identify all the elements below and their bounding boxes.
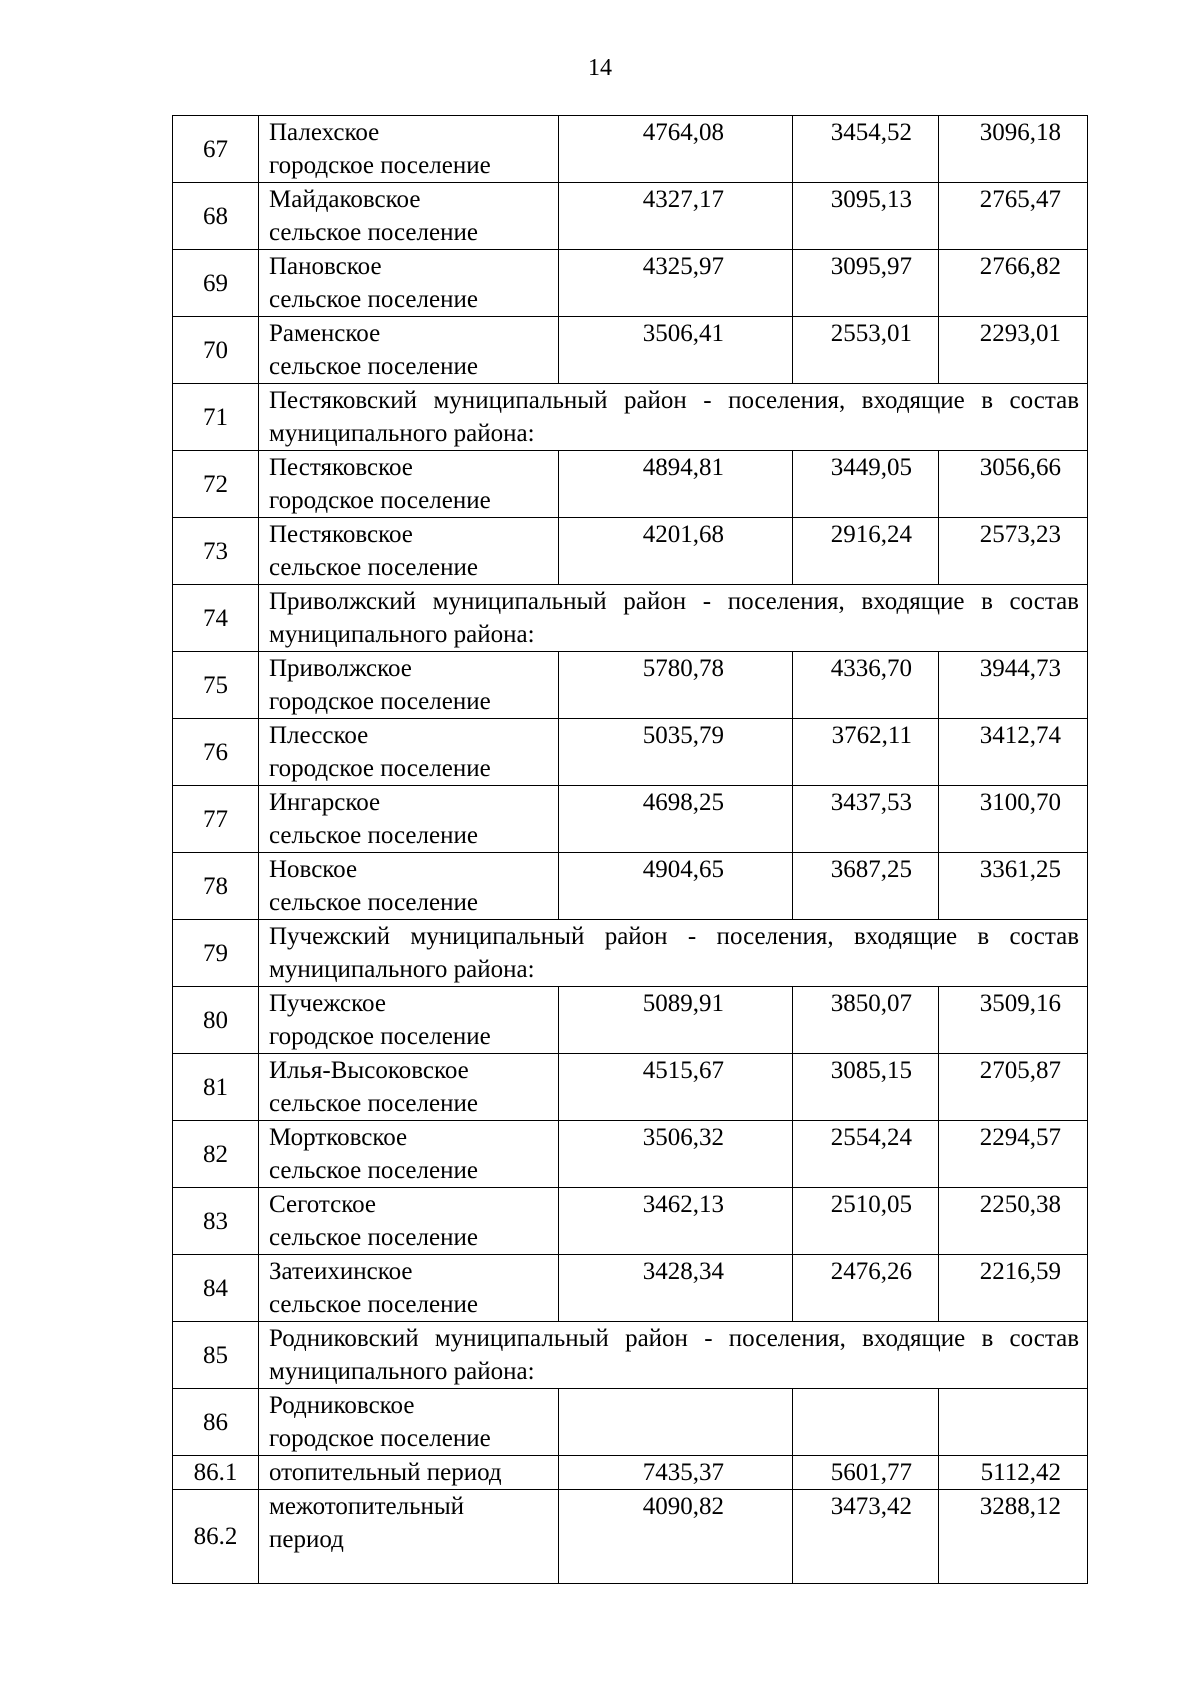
settlement-name	[259, 1054, 559, 1121]
value-col-2: 3095,13	[793, 183, 939, 250]
settlement-name-line1: Палехское	[269, 119, 380, 146]
settlement-name	[259, 317, 559, 384]
value-col-2: 2510,05	[793, 1188, 939, 1255]
settlement-name-line2: сельское поселение	[269, 1291, 478, 1318]
tariff-table	[172, 115, 1088, 1584]
row-number: 73	[173, 518, 259, 585]
value-col-2: 3762,11	[793, 719, 939, 786]
value-col-3: 2216,59	[939, 1255, 1088, 1322]
row-number: 77	[173, 786, 259, 853]
value-col-3: 2765,47	[939, 183, 1088, 250]
settlement-name	[259, 652, 559, 719]
settlement-name-line1: Пестяковское	[269, 521, 413, 548]
settlement-name	[259, 1389, 559, 1456]
value-col-3: 3361,25	[939, 853, 1088, 920]
value-col-3: 2294,57	[939, 1121, 1088, 1188]
value-col-1: 3428,34	[559, 1255, 793, 1322]
value-col-3: 5112,42	[939, 1456, 1088, 1490]
settlement-name-line1: Пучежское	[269, 990, 386, 1017]
settlement-name-line1: Ингарское	[269, 789, 381, 816]
row-number: 67	[173, 116, 259, 183]
district-heading: Пестяковский муниципальный район - поселения, входящие в состав муниципального района:	[259, 384, 1088, 451]
settlement-name	[259, 1456, 559, 1490]
value-col-1: 4698,25	[559, 786, 793, 853]
row-number: 69	[173, 250, 259, 317]
value-col-1: 4325,97	[559, 250, 793, 317]
district-heading: Пучежский муниципальный район - поселения, входящие в состав муниципального района:	[259, 920, 1088, 987]
table-row	[173, 987, 1088, 1054]
row-number: 79	[173, 920, 259, 987]
row-number: 81	[173, 1054, 259, 1121]
table-row	[173, 1121, 1088, 1188]
table-row	[173, 1389, 1088, 1456]
settlement-name-line2: сельское поселение	[269, 889, 478, 916]
settlement-name-line2: городское поселение	[269, 1425, 491, 1452]
settlement-name-line1: Сеготское	[269, 1191, 376, 1218]
district-row	[173, 920, 1088, 987]
table-row	[173, 786, 1088, 853]
value-col-3: 2250,38	[939, 1188, 1088, 1255]
value-col-2: 3437,53	[793, 786, 939, 853]
value-col-1: 5035,79	[559, 719, 793, 786]
row-number: 68	[173, 183, 259, 250]
table-row	[173, 451, 1088, 518]
row-number: 74	[173, 585, 259, 652]
row-number: 78	[173, 853, 259, 920]
settlement-name-line2: сельское поселение	[269, 353, 478, 380]
value-col-2: 3449,05	[793, 451, 939, 518]
value-col-1: 4764,08	[559, 116, 793, 183]
settlement-name	[259, 719, 559, 786]
value-col-1: 4327,17	[559, 183, 793, 250]
value-col-2: 3473,42	[793, 1490, 939, 1584]
settlement-name-line2: сельское поселение	[269, 1224, 478, 1251]
settlement-name	[259, 1121, 559, 1188]
row-number: 84	[173, 1255, 259, 1322]
table-row	[173, 518, 1088, 585]
value-col-3: 3056,66	[939, 451, 1088, 518]
district-row	[173, 585, 1088, 652]
settlement-name-line1: Затеихинское	[269, 1258, 413, 1285]
row-number: 82	[173, 1121, 259, 1188]
settlement-name-line1: Пановское	[269, 253, 382, 280]
value-col-2: 3687,25	[793, 853, 939, 920]
settlement-name-line2: городское поселение	[269, 688, 491, 715]
settlement-name	[259, 116, 559, 183]
settlement-name-line2: городское поселение	[269, 152, 491, 179]
table-row	[173, 1255, 1088, 1322]
settlement-name	[259, 518, 559, 585]
value-col-3: 2766,82	[939, 250, 1088, 317]
value-col-2: 3850,07	[793, 987, 939, 1054]
settlement-name	[259, 1490, 559, 1584]
settlement-name-line2: сельское поселение	[269, 554, 478, 581]
value-col-1: 7435,37	[559, 1456, 793, 1490]
row-number: 75	[173, 652, 259, 719]
value-col-2: 2554,24	[793, 1121, 939, 1188]
table-row	[173, 1188, 1088, 1255]
page-number: 14	[588, 55, 612, 81]
settlement-name	[259, 987, 559, 1054]
row-number: 80	[173, 987, 259, 1054]
district-heading: Приволжский муниципальный район - поселения, входящие в состав муниципального района:	[259, 585, 1088, 652]
value-col-1: 4201,68	[559, 518, 793, 585]
value-col-3: 3100,70	[939, 786, 1088, 853]
value-col-3: 3944,73	[939, 652, 1088, 719]
settlement-name-line1: Новское	[269, 856, 358, 883]
value-col-3: 3288,12	[939, 1490, 1088, 1584]
value-col-2: 3454,52	[793, 116, 939, 183]
value-col-1: 5780,78	[559, 652, 793, 719]
settlement-name	[259, 1255, 559, 1322]
settlement-name-line1: межотопительный	[269, 1493, 465, 1520]
row-number: 86.1	[173, 1456, 259, 1490]
settlement-name-line2: сельское поселение	[269, 286, 478, 313]
settlement-name	[259, 183, 559, 250]
table-row	[173, 719, 1088, 786]
value-col-3: 3412,74	[939, 719, 1088, 786]
row-number: 86	[173, 1389, 259, 1456]
table-row	[173, 250, 1088, 317]
settlement-name	[259, 250, 559, 317]
settlement-name-line2: городское поселение	[269, 487, 491, 514]
table-row	[173, 1490, 1088, 1584]
value-col-2: 4336,70	[793, 652, 939, 719]
value-col-3: 2293,01	[939, 317, 1088, 384]
settlement-name-line2: сельское поселение	[269, 1090, 478, 1117]
value-col-3: 3096,18	[939, 116, 1088, 183]
value-col-3	[939, 1389, 1088, 1456]
row-number: 72	[173, 451, 259, 518]
value-col-1: 4894,81	[559, 451, 793, 518]
value-col-2: 2476,26	[793, 1255, 939, 1322]
value-col-1	[559, 1389, 793, 1456]
settlement-name-line2: сельское поселение	[269, 219, 478, 246]
settlement-name-line2: период	[269, 1526, 344, 1553]
settlement-name-line2: сельское поселение	[269, 822, 478, 849]
value-col-1: 3506,32	[559, 1121, 793, 1188]
row-number: 71	[173, 384, 259, 451]
value-col-1: 4904,65	[559, 853, 793, 920]
settlement-name-line1: Мортковское	[269, 1124, 408, 1151]
value-col-1: 3506,41	[559, 317, 793, 384]
row-number: 83	[173, 1188, 259, 1255]
district-row	[173, 1322, 1088, 1389]
district-heading: Родниковский муниципальный район - поселения, входящие в состав муниципального района:	[259, 1322, 1088, 1389]
settlement-name-line1: Раменское	[269, 320, 381, 347]
settlement-name-line1: отопительный период	[269, 1459, 502, 1486]
row-number: 85	[173, 1322, 259, 1389]
value-col-2: 3085,15	[793, 1054, 939, 1121]
table-row	[173, 183, 1088, 250]
settlement-name	[259, 451, 559, 518]
value-col-1: 4090,82	[559, 1490, 793, 1584]
settlement-name-line2: городское поселение	[269, 1023, 491, 1050]
table-row	[173, 652, 1088, 719]
table-row	[173, 1456, 1088, 1490]
value-col-2: 2916,24	[793, 518, 939, 585]
settlement-name-line2: городское поселение	[269, 755, 491, 782]
settlement-name-line1: Приволжское	[269, 655, 412, 682]
settlement-name-line2: сельское поселение	[269, 1157, 478, 1184]
value-col-3: 3509,16	[939, 987, 1088, 1054]
value-col-1: 5089,91	[559, 987, 793, 1054]
settlement-name-line1: Илья-Высоковское	[269, 1057, 469, 1084]
table-row	[173, 1054, 1088, 1121]
row-number: 86.2	[173, 1490, 259, 1584]
value-col-1: 3462,13	[559, 1188, 793, 1255]
row-number: 76	[173, 719, 259, 786]
district-row	[173, 384, 1088, 451]
value-col-1: 4515,67	[559, 1054, 793, 1121]
table-body	[173, 116, 1088, 1584]
row-number: 70	[173, 317, 259, 384]
settlement-name	[259, 1188, 559, 1255]
value-col-2: 3095,97	[793, 250, 939, 317]
table-row	[173, 853, 1088, 920]
settlement-name-line1: Пестяковское	[269, 454, 413, 481]
settlement-name	[259, 786, 559, 853]
settlement-name-line1: Родниковское	[269, 1392, 415, 1419]
table-row	[173, 317, 1088, 384]
table-row	[173, 116, 1088, 183]
value-col-2	[793, 1389, 939, 1456]
value-col-3: 2573,23	[939, 518, 1088, 585]
settlement-name-line1: Майдаковское	[269, 186, 421, 213]
settlement-name-line1: Плесское	[269, 722, 369, 749]
value-col-2: 2553,01	[793, 317, 939, 384]
settlement-name	[259, 853, 559, 920]
value-col-3: 2705,87	[939, 1054, 1088, 1121]
value-col-2: 5601,77	[793, 1456, 939, 1490]
